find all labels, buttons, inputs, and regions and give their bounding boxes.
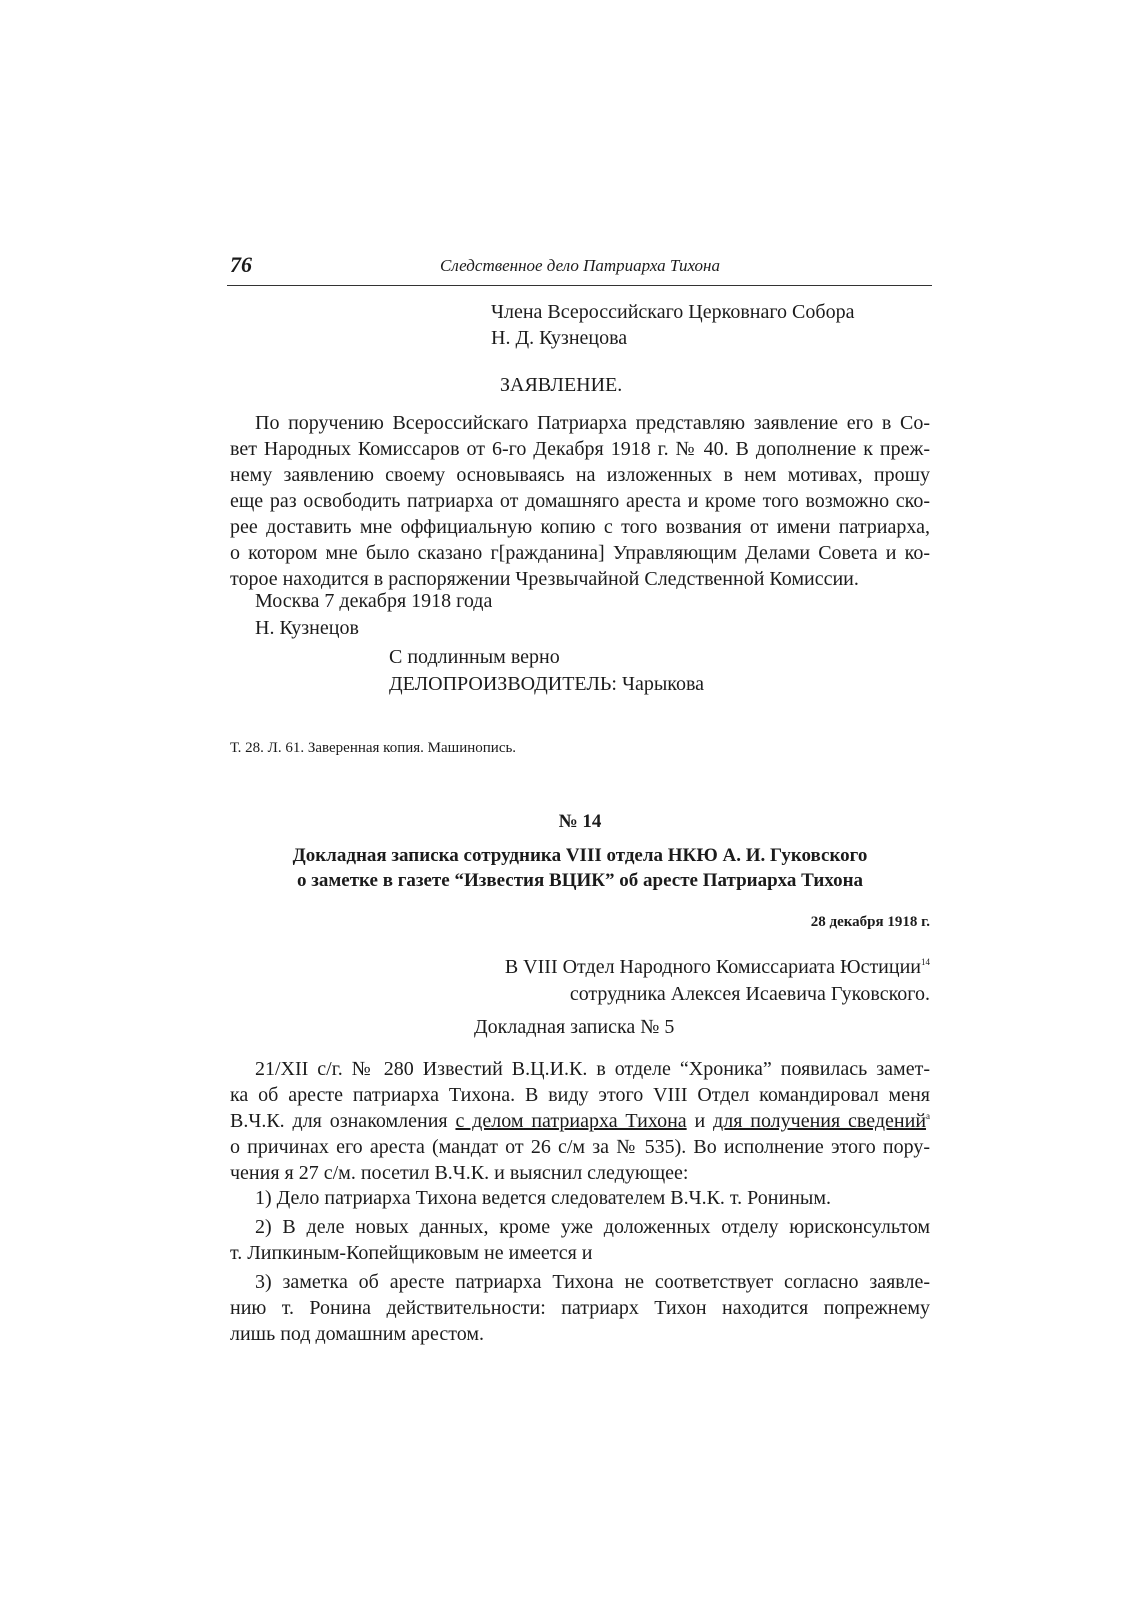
report-addressee-line	[230, 956, 930, 979]
document-number: № 14	[558, 811, 602, 832]
report-heading: Докладная записка № 5	[474, 1016, 675, 1038]
text-line: лишь под домашним арестом.	[230, 1323, 485, 1345]
text-line: вет Народных Комиссаров от 6-го Декабря 1918 г. № 40. В дополнение к преж-	[230, 438, 930, 460]
footnote-marker: 14	[921, 957, 930, 967]
text-line: торое находится в распоряжении Чрезвычайной Следственной Комиссии.	[230, 568, 859, 590]
underlined-phrase: с делом патриарха Тихона	[455, 1110, 687, 1132]
text-line: 3) заметка об аресте патриарха Тихона не соответствует согласно заявле-	[255, 1271, 930, 1293]
document-date: 28 декабря 1918 г.	[810, 914, 930, 930]
certification-line: С подлинным верно	[389, 646, 560, 668]
underlined-phrase: для получения сведений	[713, 1110, 927, 1132]
text-line: нему заявлению своему основываясь на изложенных в нем мотивах, прошу	[230, 464, 930, 486]
text-line: По поручению Всероссийскаго Патриарха представляю заявление его в Со-	[255, 412, 930, 434]
document-title-line: Докладная записка сотрудника VIII отдела НКЮ А. И. Гуковского	[292, 845, 868, 866]
addressee-name: Н. Д. Кузнецова	[491, 327, 628, 349]
document-title-line: о заметке в газете “Известия ВЦИК” об аресте Патриарха Тихона	[296, 870, 864, 891]
addressee-text: В VIII Отдел Народного Комиссариата Юстиции	[504, 956, 921, 978]
statement-body	[230, 410, 930, 592]
header-rule	[227, 285, 932, 286]
clerk-line: ДЕЛОПРОИЗВОДИТЕЛЬ: Чарыкова	[389, 673, 705, 695]
text-segment: и	[686, 1110, 714, 1132]
text-line: еще раз освободить патриарха от домашняго ареста и кроме того возможно ско-	[230, 490, 930, 512]
report-author-line: сотрудника Алексея Исаевича Гуковского.	[569, 983, 930, 1005]
text-line: ка об аресте патриарха Тихона. В виду этого VIII Отдел командировал меня	[230, 1084, 930, 1106]
finding-item-1: 1) Дело патриарха Тихона ведется следователем В.Ч.К. т. Рониным.	[255, 1187, 831, 1209]
signature: Н. Кузнецов	[255, 617, 359, 639]
statement-heading: ЗАЯВЛЕНИЕ.	[500, 374, 623, 396]
text-segment: В.Ч.К. для ознакомления	[230, 1110, 456, 1132]
finding-item-3	[230, 1269, 930, 1347]
running-title: Следственное дело Патриарха Тихона	[440, 256, 720, 275]
text-line: рее доставить мне оффициальную копию с того возвания от имени патриарха,	[230, 516, 930, 538]
text-line: нию т. Ронина действительности: патриарх Тихон находится попрежнему	[230, 1297, 930, 1319]
text-line: о причинах его ареста (мандат от 26 с/м за № 535). Во исполнение этого пору-	[230, 1136, 930, 1158]
text-line: 2) В деле новых данных, кроме уже доложенных отделу юрисконсультом	[255, 1216, 930, 1238]
text-line: чения я 27 с/м. посетил В.Ч.К. и выяснил следующее:	[230, 1162, 689, 1184]
text-line-underlined	[230, 1108, 930, 1134]
archival-source: Т. 28. Л. 61. Заверенная копия. Машинопись.	[230, 740, 517, 756]
page-number: 76	[230, 252, 252, 277]
report-paragraph	[230, 1056, 930, 1186]
addressee-line: Члена Всероссийскаго Церковнаго Собора	[491, 301, 855, 323]
text-line: 21/XII с/г. № 280 Известий В.Ц.И.К. в отделе “Хроника” появилась замет-	[255, 1058, 930, 1080]
place-date: Москва 7 декабря 1918 года	[255, 590, 493, 612]
text-line: т. Липкиным-Копейщиковым не имеется и	[230, 1242, 593, 1264]
footnote-marker: a	[926, 1111, 931, 1121]
finding-item-2	[230, 1214, 930, 1266]
text-line: о котором мне было сказано г[ражданина] Управляющим Делами Совета и ко-	[230, 542, 930, 564]
